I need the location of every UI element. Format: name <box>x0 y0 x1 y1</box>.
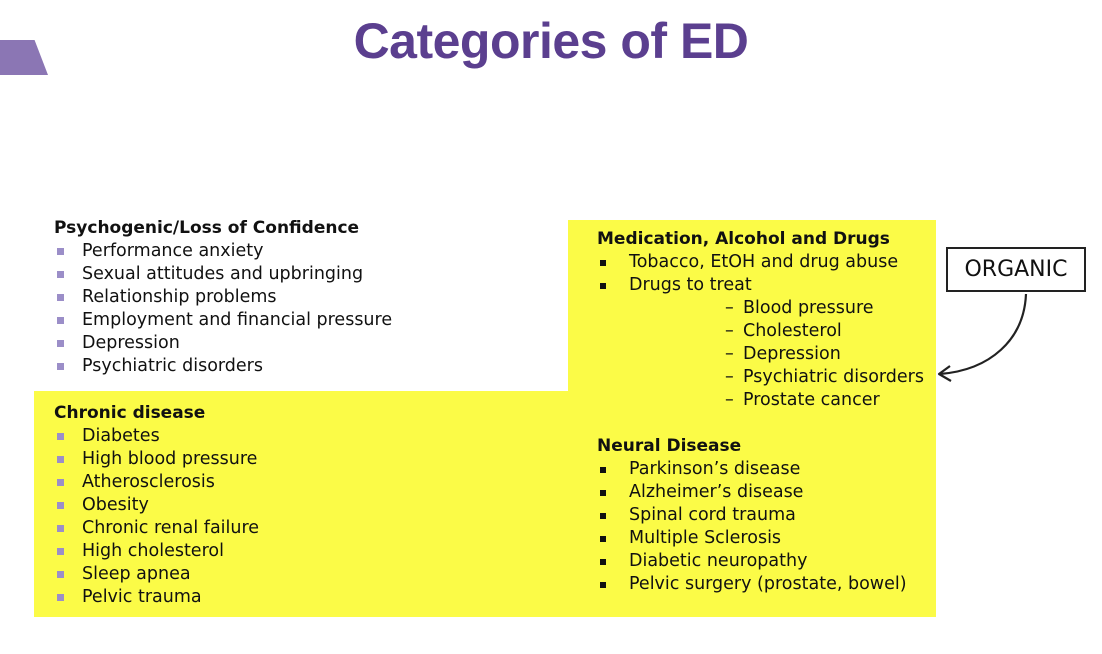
medication-heading: Medication, Alcohol and Drugs <box>597 229 890 249</box>
list-item: – Prostate cancer <box>597 389 924 412</box>
list-item: High cholesterol <box>54 540 259 563</box>
list-item: Sexual attitudes and upbringing <box>54 263 392 286</box>
list-item: Diabetic neuropathy <box>597 550 907 573</box>
list-item: Psychiatric disorders <box>54 355 392 378</box>
chronic-heading: Chronic disease <box>54 403 206 423</box>
list-item: Pelvic trauma <box>54 586 259 609</box>
list-item: Alzheimer’s disease <box>597 481 907 504</box>
list-item: Parkinson’s disease <box>597 458 907 481</box>
curved-arrow-icon <box>930 290 1040 390</box>
list-item: Atherosclerosis <box>54 471 259 494</box>
list-item: – Blood pressure <box>597 297 924 320</box>
chronic-list <box>54 425 259 609</box>
medication-section <box>597 229 924 412</box>
list-item: Relationship problems <box>54 286 392 309</box>
list-item: – Depression <box>597 343 924 366</box>
list-item: Diabetes <box>54 425 259 448</box>
medication-list <box>597 251 924 297</box>
list-item: Obesity <box>54 494 259 517</box>
list-item: – Cholesterol <box>597 320 924 343</box>
psychogenic-section <box>54 218 392 378</box>
organic-label-box: ORGANIC <box>946 247 1086 292</box>
neural-heading: Neural Disease <box>597 436 742 456</box>
list-item: Pelvic surgery (prostate, bowel) <box>597 573 907 596</box>
psychogenic-heading: Psychogenic/Loss of Confidence <box>54 218 360 238</box>
list-item: Spinal cord trauma <box>597 504 907 527</box>
list-item: Performance anxiety <box>54 240 392 263</box>
list-item: Tobacco, EtOH and drug abuse <box>597 251 924 274</box>
slide-title: Categories of ED <box>353 13 749 69</box>
list-item: – Psychiatric disorders <box>597 366 924 389</box>
psychogenic-list <box>54 240 392 378</box>
list-item: Multiple Sclerosis <box>597 527 907 550</box>
list-item: Chronic renal failure <box>54 517 259 540</box>
neural-section <box>597 436 907 596</box>
list-item: High blood pressure <box>54 448 259 471</box>
medication-sub-list <box>597 297 924 412</box>
chronic-section <box>54 403 259 609</box>
neural-list <box>597 458 907 596</box>
list-item: Depression <box>54 332 392 355</box>
list-item: Employment and financial pressure <box>54 309 392 332</box>
list-item: Drugs to treat <box>597 274 924 297</box>
list-item: Sleep apnea <box>54 563 259 586</box>
